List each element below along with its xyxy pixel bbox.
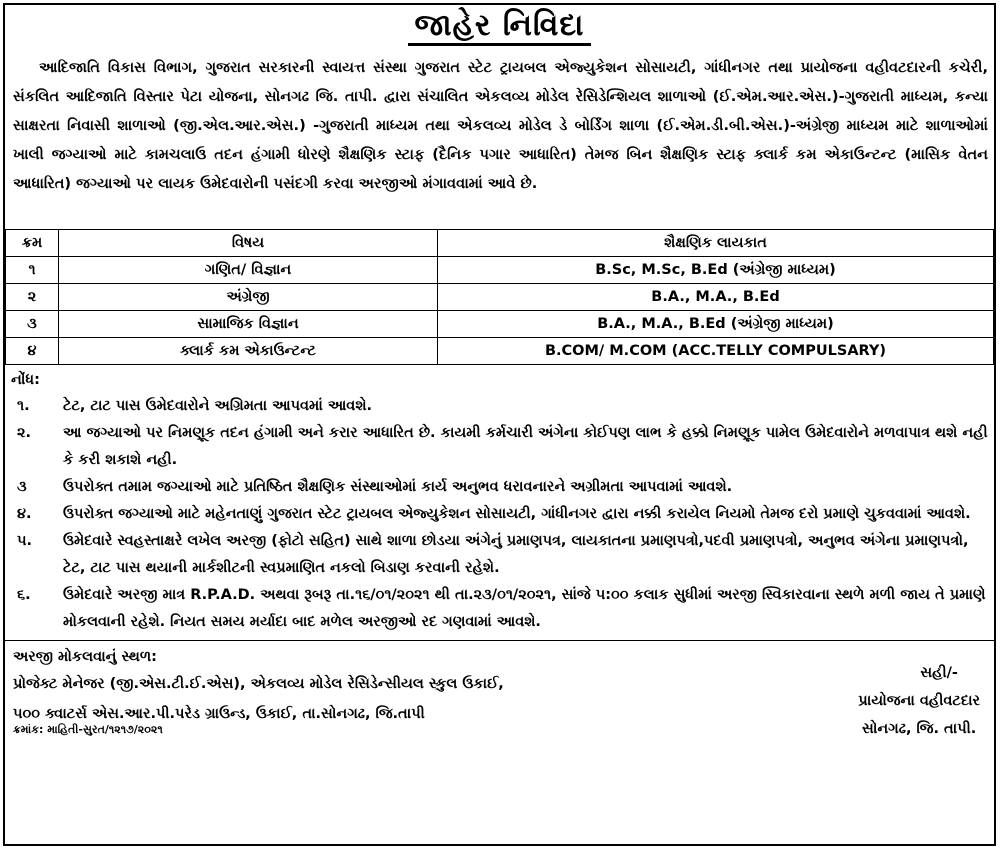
signature-line-2: પ્રાયોજના વહીવટદાર [858,693,980,709]
note-text: ઉપરોક્ત તમામ જગ્યાઓ માટે પ્રતિષ્ઠિત શૈક્ષણિક સંસ્થાઓમાં કાર્ય અનુભવ ધરાવનારને અગ્રીમતા આપવામાં આવશે. [63,479,733,495]
qualification-table [5,229,994,365]
row-qualification: B.A., M.A., B.Ed [438,284,994,311]
note-text: ઉપરોક્ત જગ્યાઓ માટે મહેનતાણું ગુજરાત સ્ટેટ ટ્રાયબલ એજ્યુકેશન સોસાયટી, ગાંધીનગર દ્વારા નક્કી કરાયેલ નિયમો તેમજ દરો પ્રમાણે ચુકવવામાં આવશે. [63,506,971,522]
note-item [11,474,988,501]
footer [5,641,994,739]
row-subject: ગણિત/ વિજ્ઞાન [59,257,438,284]
notes-section [5,365,994,641]
table-row [6,257,994,284]
note-number: ૬. [17,587,31,603]
row-qualification: B.COM/ M.COM (ACC.TELLY COMPULSARY) [438,338,994,365]
note-number: ૧. [17,398,30,414]
note-item [11,501,988,528]
note-text: ઉમેદવારે સ્વહસ્તાક્ષરે લખેલ અરજી (ફોટો સહિત) સાથે શાળા છોડયા અંગેનું પ્રમાણપત્ર, લાયકાતના પ્રમાણપત્રો,પદવી પ્રમાણપત્રો, અનુભવ અંગેના પ્રમાણપત્રો, ટેટ, ટાટ પાસ થયાની માર્કશીટની સ્વપ્રમાણિત નકલો બિડાણ કરવાની રહેશે. [63,533,969,576]
note-number: ૩ [17,479,27,495]
note-item [11,420,988,474]
row-subject: સામાજિક વિજ્ઞાન [59,311,438,338]
address-line-2: ૫૦૦ ક્વાટર્સ એસ.આર.પી.પરેડ ગ્રાઉન્ડ, ઉકાઈ, તા.સોનગઢ, જિ.તાપી [13,706,425,722]
notes-heading: નોંધ: [11,372,40,388]
header-qualification: શૈક્ષણિક લાયકાત [438,230,994,257]
row-subject: ક્લાર્ક કમ એકાઉન્ટન્ટ [59,338,438,365]
signature-line-3: સોનગઢ, જિ. તાપી. [861,721,977,737]
signature-block [858,659,980,743]
table-row [6,284,994,311]
table-row [6,338,994,365]
row-serial: ૨ [6,284,59,311]
note-item [11,528,988,582]
note-number: ૫. [17,533,33,549]
header-subject: વિષય [59,230,438,257]
note-item [11,393,988,420]
note-text: આ જગ્યાઓ પર નિમણૂક તદન હંગામી અને કરાર આધારિત છે. કાયમી કર્મચારી અંગેના કોઈપણ લાભ કે હક્કો નિમણૂક પામેલ ઉમેદવારોને મળવાપાત્ર થશે નહી કે કરી શકાશે નહી. [63,425,988,468]
row-subject: અંગ્રેજી [59,284,438,311]
notice-page [3,3,996,846]
reference-number: ક્રમાંક: માહિતી-સુરત/૧૨૧૭/૨૦૨૧ [13,723,163,736]
note-item [11,582,988,636]
page-title: જાહેર નિવિદા [408,9,590,46]
signature-line-1: સહી/- [920,665,958,681]
address-heading: અરજી મોકલવાનું સ્થળ: [13,649,157,665]
title-wrap [5,5,994,53]
row-qualification: B.A., M.A., B.Ed (અંગ્રેજી માધ્યમ) [438,311,994,338]
note-text: ઉમેદવારે અરજી માત્ર R.P.A.D. અથવા રૂબરૂ તા.૧૬/૦૧/૨૦૨૧ થી તા.૨૩/૦૧/૨૦૨૧, સાંજે ૫:૦૦ કલાક સુધીમાં અરજી સ્વિકારવાના સ્થળે મળી જાય તે પ્રમાણે મોકલવાની રહેશે. નિયત સમય મર્યાદા બાદ મળેલ અરજીઓ રદ ગણવામાં આવશે. [63,587,986,630]
intro-paragraph: આદિજાતિ વિકાસ વિભાગ, ગુજરાત સરકારની સ્વાયત્ત સંસ્થા ગુજરાત સ્ટેટ ટ્રાયબલ એજ્યુકેશન સોસાયટી, ગાંધીનગર તથા પ્રાયોજના વહીવટદારની કચેરી, સંકલિત આદિજાતિ વિસ્તાર પેટા યોજના, સોનગઢ જિ. તાપી. દ્વારા સંચાલિત એકલવ્ય મોડેલ રેસિડેન્શિયલ શાળાઓ (ઈ.એમ.આર.એસ.)-ગુજરાતી માધ્યમ, કન્યા સાક્ષરતા નિવાસી શાળાઓ (જી.એલ.આર.એસ.) -ગુજરાતી માધ્યમ તથા એકલવ્ય મોડેલ ડે બોર્ડિંગ શાળા (ઈ.એમ.ડી.બી.એસ.)-અંગ્રેજી માધ્યમ માટે શાળાઓમાં ખાલી જગ્યાઓ માટે કામચલાઉ તદન હંગામી ધોરણે શૈક્ષણિક સ્ટાફ (દૈનિક પગાર આધારિત) તેમજ બિન શૈક્ષણિક સ્ટાફ ક્લાર્ક કમ એકાઉન્ટન્ટ (માસિક વેતન આધારિત) જગ્યાઓ પર લાયક ઉમેદવારોની પસંદગી કરવા અરજીઓ મંગાવવામાં આવે છે. [13,59,988,192]
note-number: ૪. [17,506,32,522]
note-number: ૨. [17,425,32,441]
table-row [6,311,994,338]
row-qualification: B.Sc, M.Sc, B.Ed (અંગ્રેજી માધ્યમ) [438,257,994,284]
row-serial: ૧ [6,257,59,284]
table-header-row [6,230,994,257]
header-serial: ક્રમ [6,230,59,257]
row-serial: ૩ [6,311,59,338]
address-line-1: પ્રોજેક્ટ મેનેજર (જી.એસ.ટી.ઈ.એસ), એકલવ્ય મોડેલ રેસિડેન્સીયલ સ્કુલ ઉકાઈ, [13,676,504,692]
row-serial: ૪ [6,338,59,365]
note-text: ટેટ, ટાટ પાસ ઉમેદવારોને અગ્રિમતા આપવમાં આવશે. [63,398,373,414]
